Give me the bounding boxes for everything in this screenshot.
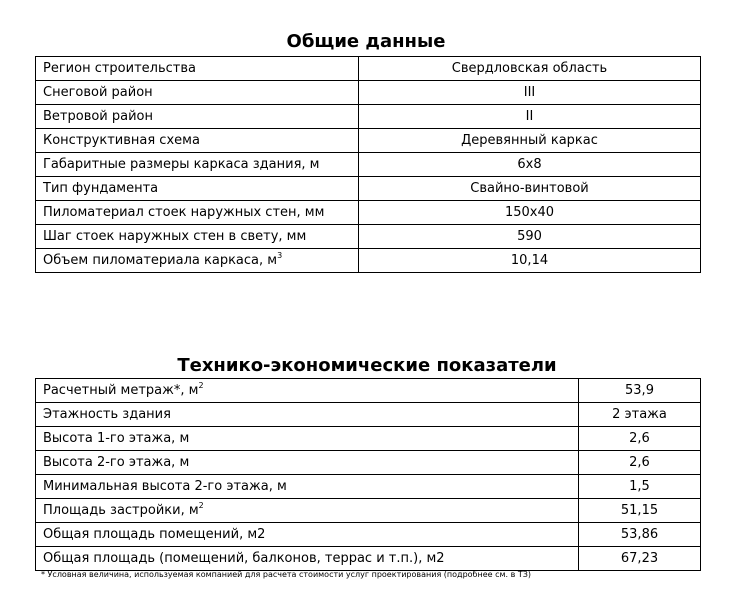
table-row (36, 153, 701, 177)
table-row (36, 403, 701, 427)
row-label: Этажность здания (36, 403, 579, 427)
unit-superscript: 3 (277, 250, 283, 260)
row-value: Деревянный каркас (359, 129, 701, 153)
row-value: 2,6 (579, 427, 701, 451)
unit-superscript: 2 (198, 500, 204, 510)
row-value: Свердловская область (359, 57, 701, 81)
unit-superscript: 2 (198, 380, 204, 390)
row-label: Шаг стоек наружных стен в свету, мм (36, 225, 359, 249)
table-row (36, 225, 701, 249)
table-row (36, 523, 701, 547)
row-value: 53,9 (579, 379, 701, 403)
table-row (36, 475, 701, 499)
row-label-text: Объем пиломатериала каркаса, м (43, 253, 278, 268)
table-row (36, 105, 701, 129)
table-row (36, 129, 701, 153)
table-row (36, 499, 701, 523)
row-value: 2,6 (579, 451, 701, 475)
row-value: III (359, 81, 701, 105)
row-value: II (359, 105, 701, 129)
row-label: Снеговой район (36, 81, 359, 105)
row-label (36, 249, 359, 273)
footnote: * Условная величина, используемая компанией для расчета стоимости услуг проектирования (подробнее см. в ТЗ) (41, 570, 532, 579)
row-label: Пиломатериал стоек наружных стен, мм (36, 201, 359, 225)
row-value: 590 (359, 225, 701, 249)
table-row (36, 379, 701, 403)
row-label: Тип фундамента (36, 177, 359, 201)
row-label: Габаритные размеры каркаса здания, м (36, 153, 359, 177)
row-label-text: Площадь застройки, м (43, 503, 199, 518)
row-value: 51,15 (579, 499, 701, 523)
table-row (36, 177, 701, 201)
table-row (36, 427, 701, 451)
row-value: 67,23 (579, 547, 701, 571)
tech-indicators-title: Технико-экономические показатели (177, 355, 557, 376)
row-label-text: Расчетный метраж*, м (43, 383, 199, 398)
row-label: Высота 1-го этажа, м (36, 427, 579, 451)
row-label: Ветровой район (36, 105, 359, 129)
table-row (36, 81, 701, 105)
row-label: Общая площадь помещений, м2 (36, 523, 579, 547)
table-row (36, 451, 701, 475)
row-value: 6х8 (359, 153, 701, 177)
table-row (36, 201, 701, 225)
row-label (36, 379, 579, 403)
row-value: 1,5 (579, 475, 701, 499)
general-data-table (35, 56, 701, 273)
row-label (36, 499, 579, 523)
row-value: 10,14 (359, 249, 701, 273)
row-label: Конструктивная схема (36, 129, 359, 153)
row-label: Высота 2-го этажа, м (36, 451, 579, 475)
row-value: 2 этажа (579, 403, 701, 427)
row-value: 150х40 (359, 201, 701, 225)
row-value: Свайно-винтовой (359, 177, 701, 201)
table-row (36, 547, 701, 571)
general-data-title: Общие данные (286, 31, 446, 52)
row-label: Регион строительства (36, 57, 359, 81)
row-value: 53,86 (579, 523, 701, 547)
tech-indicators-table (35, 378, 701, 571)
table-row (36, 57, 701, 81)
table-row (36, 249, 701, 273)
row-label: Минимальная высота 2-го этажа, м (36, 475, 579, 499)
row-label: Общая площадь (помещений, балконов, террас и т.п.), м2 (36, 547, 579, 571)
